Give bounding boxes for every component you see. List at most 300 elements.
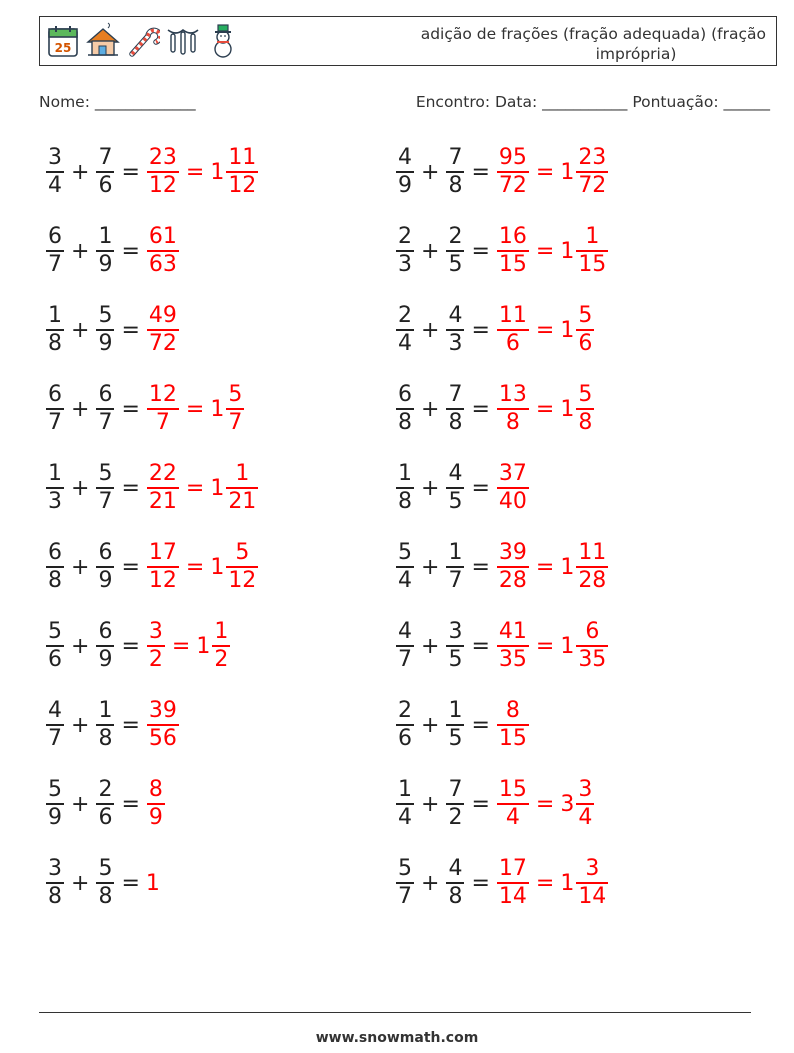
addend-1-numerator: 4 [48,698,62,724]
addend-1-numerator: 6 [48,540,62,566]
addend-2-denominator: 5 [448,488,463,514]
addend-2-denominator: 5 [448,646,463,672]
plus-sign: + [71,870,90,896]
mixed-equals-sign: = [535,554,555,580]
mixed-numerator: 3 [585,856,600,882]
addend-1-denominator: 6 [48,646,62,672]
addend-2-numerator: 6 [98,540,113,566]
answer-mixed-number [196,619,231,673]
equals-sign: = [471,633,490,659]
plus-sign: + [421,159,440,185]
addend-1-numerator: 2 [398,224,412,250]
addend-1 [46,777,64,831]
addend-2-denominator: 7 [98,409,113,435]
answer-fraction [147,777,165,831]
answer-fraction-numerator: 41 [498,619,527,645]
calendar-number: 25 [54,41,72,55]
mixed-fraction [226,145,258,199]
addend-2-denominator: 5 [448,725,463,751]
equals-sign: = [121,554,140,580]
addend-2 [96,382,114,436]
answer-fraction-denominator: 40 [498,488,527,514]
answer-fraction [497,224,529,278]
addend-2-denominator: 7 [98,488,113,514]
addend-2-denominator: 8 [98,725,113,751]
equals-sign: = [471,317,490,343]
answer-fraction-numerator: 17 [148,540,177,566]
answer-fraction-numerator: 11 [498,303,527,329]
addend-1-numerator: 3 [48,856,62,882]
problem-12 [395,537,609,597]
problem-18 [395,774,595,834]
mixed-numerator: 1 [585,224,600,250]
plus-sign: + [71,712,90,738]
answer-fraction [147,619,165,673]
candy-cane-icon [126,22,160,60]
mixed-equals-sign: = [535,633,555,659]
mixed-denominator: 12 [228,567,257,593]
mixed-numerator: 6 [585,619,600,645]
mixed-fraction [576,619,608,673]
addend-1 [46,461,64,515]
addend-1-numerator: 5 [48,777,62,803]
answer-fraction-numerator: 3 [148,619,163,645]
addend-2-denominator: 6 [98,804,113,830]
mixed-equals-sign: = [185,396,205,422]
mixed-equals-sign: = [535,159,555,185]
mixed-fraction [576,777,594,831]
answer-mixed-number [210,461,259,515]
addend-2-numerator: 4 [448,856,463,882]
addend-2 [446,461,464,515]
answer-fraction-denominator: 4 [505,804,520,830]
addend-2 [96,145,114,199]
mixed-equals-sign: = [185,554,205,580]
plus-sign: + [71,159,90,185]
addend-2 [96,777,114,831]
mixed-denominator: 14 [578,883,607,909]
addend-1 [396,145,414,199]
addend-1-numerator: 5 [48,619,62,645]
addend-2 [446,540,464,594]
answer-fraction-denominator: 72 [148,330,177,356]
addend-2-denominator: 8 [98,883,113,909]
problem-4 [395,221,609,281]
answer-fraction-numerator: 15 [498,777,527,803]
mixed-numerator: 11 [228,145,257,171]
addend-2 [446,619,464,673]
addend-2 [446,856,464,910]
addend-1-denominator: 4 [398,567,412,593]
mixed-numerator: 5 [578,382,593,408]
addend-1-denominator: 3 [48,488,62,514]
answer-fraction-numerator: 23 [148,145,177,171]
addend-1 [46,382,64,436]
equals-sign: = [121,317,140,343]
addend-2-numerator: 5 [98,461,113,487]
mixed-denominator: 7 [228,409,243,435]
problem-15 [45,695,180,755]
answer-fraction-numerator: 8 [505,698,520,724]
addend-2-numerator: 1 [98,698,113,724]
footer-url: www.snowmath.com [315,1030,479,1046]
addend-1 [46,145,64,199]
addend-2-denominator: 5 [448,251,463,277]
equals-sign: = [471,712,490,738]
answer-mixed-number [560,382,595,436]
addend-2 [96,303,114,357]
plus-sign: + [71,791,90,817]
addend-1-numerator: 1 [398,777,412,803]
equals-sign: = [121,475,140,501]
addend-1-denominator: 7 [398,883,412,909]
plus-sign: + [421,396,440,422]
addend-1-numerator: 2 [398,698,412,724]
addend-1-denominator: 4 [398,804,412,830]
answer-mixed-number [560,145,609,199]
header-icons [46,22,240,60]
answer-fraction-denominator: 6 [505,330,520,356]
answer-fraction-denominator: 56 [148,725,177,751]
answer-fraction-denominator: 14 [498,883,527,909]
answer-fraction-numerator: 61 [148,224,177,250]
addend-1 [46,619,64,673]
addend-1-numerator: 6 [48,224,62,250]
addend-1-numerator: 2 [398,303,412,329]
addend-2 [96,856,114,910]
mixed-denominator: 28 [578,567,607,593]
mixed-whole: 1 [560,159,575,185]
addend-2-numerator: 4 [448,461,463,487]
addend-1 [396,698,414,752]
answer-fraction-denominator: 15 [498,725,527,751]
plus-sign: + [71,633,90,659]
addend-2-denominator: 9 [98,330,113,356]
mixed-numerator: 3 [578,777,593,803]
answer-fraction [147,540,179,594]
answer-fraction-numerator: 22 [148,461,177,487]
problem-8 [395,379,595,439]
answer-fraction [147,461,179,515]
answer-fraction-numerator: 12 [148,382,177,408]
addend-1 [396,619,414,673]
mixed-equals-sign: = [535,317,555,343]
addend-1-denominator: 7 [398,646,412,672]
answer-fraction-denominator: 8 [505,409,520,435]
equals-sign: = [121,791,140,817]
mixed-whole: 1 [210,159,225,185]
addend-1-numerator: 4 [398,619,412,645]
mixed-fraction [576,145,608,199]
problem-6 [395,300,595,360]
equals-sign: = [121,633,140,659]
answer-fraction-denominator: 63 [148,251,177,277]
mixed-fraction [576,303,594,357]
addend-1-numerator: 4 [398,145,412,171]
answer-fraction-denominator: 35 [498,646,527,672]
addend-1 [396,382,414,436]
answer-mixed-number [560,224,609,278]
answer-fraction-numerator: 13 [498,382,527,408]
addend-2-denominator: 9 [98,567,113,593]
name-field: Nome: _____________ [39,93,196,111]
answer-mixed-number [210,145,259,199]
answer-fraction-denominator: 7 [155,409,170,435]
problem-1 [45,142,259,202]
addend-1 [396,540,414,594]
addend-1-denominator: 8 [48,330,62,356]
answer-fraction [147,145,179,199]
addend-2-denominator: 9 [98,251,113,277]
equals-sign: = [121,159,140,185]
mixed-denominator: 72 [578,172,607,198]
answer-fraction [497,540,529,594]
answer-fraction-numerator: 16 [498,224,527,250]
mixed-denominator: 12 [228,172,257,198]
mixed-equals-sign: = [171,633,191,659]
plus-sign: + [421,238,440,264]
answer-fraction-numerator: 49 [148,303,177,329]
problem-10 [395,458,530,518]
addend-2 [446,224,464,278]
addend-2-denominator: 3 [448,330,463,356]
problem-14 [395,616,609,676]
addend-2 [446,303,464,357]
plus-sign: + [71,238,90,264]
addend-2-denominator: 8 [448,409,463,435]
addend-1-denominator: 8 [48,567,62,593]
answer-fraction-denominator: 72 [498,172,527,198]
addend-2-numerator: 7 [448,382,463,408]
answer-fraction [147,303,179,357]
mixed-fraction [212,619,230,673]
mixed-whole: 1 [560,317,575,343]
plus-sign: + [71,554,90,580]
addend-1 [46,698,64,752]
equals-sign: = [471,791,490,817]
answer-fraction-denominator: 12 [148,567,177,593]
mixed-numerator: 5 [578,303,593,329]
equals-sign: = [471,475,490,501]
addend-1 [396,303,414,357]
addend-2 [96,540,114,594]
addend-1-denominator: 8 [48,883,62,909]
mixed-fraction [226,382,244,436]
addend-1-denominator: 4 [398,330,412,356]
equals-sign: = [121,870,140,896]
mixed-whole: 1 [210,396,225,422]
equals-sign: = [471,238,490,264]
addend-1-numerator: 1 [48,461,62,487]
addend-2-numerator: 5 [98,303,113,329]
answer-fraction [497,777,529,831]
addend-1-numerator: 1 [398,461,412,487]
addend-2-numerator: 3 [448,619,463,645]
mixed-denominator: 6 [578,330,593,356]
addend-2-numerator: 7 [448,777,463,803]
mixed-denominator: 4 [578,804,593,830]
addend-2 [96,461,114,515]
addend-2-numerator: 7 [98,145,113,171]
addend-1-denominator: 7 [48,251,62,277]
addend-2 [96,224,114,278]
equals-sign: = [471,396,490,422]
addend-1-denominator: 8 [398,488,412,514]
addend-1-denominator: 7 [48,725,62,751]
problem-13 [45,616,231,676]
addend-2-numerator: 5 [98,856,113,882]
date-score-field: Encontro: Data: ___________ Pontuação: ______ [415,93,770,111]
problem-7 [45,379,245,439]
equals-sign: = [121,712,140,738]
addend-2-numerator: 1 [98,224,113,250]
plus-sign: + [421,712,440,738]
addend-2-numerator: 6 [98,382,113,408]
mixed-equals-sign: = [185,475,205,501]
addend-1 [46,303,64,357]
problem-20 [395,853,609,913]
answer-mixed-number [210,540,259,594]
answer-whole: 1 [145,870,160,896]
mixed-whole: 1 [560,554,575,580]
problem-19 [45,853,160,913]
answer-fraction-denominator: 21 [148,488,177,514]
footer-divider [39,1012,751,1013]
answer-mixed-number [210,382,245,436]
addend-2-numerator: 1 [448,540,463,566]
plus-sign: + [421,870,440,896]
mixed-fraction [576,224,608,278]
answer-mixed-number [560,303,595,357]
mixed-fraction [576,382,594,436]
mixed-equals-sign: = [535,396,555,422]
equals-sign: = [471,554,490,580]
answer-fraction-denominator: 12 [148,172,177,198]
addend-1-numerator: 6 [48,382,62,408]
mixed-denominator: 2 [214,646,229,672]
mixed-numerator: 23 [578,145,607,171]
answer-fraction [147,224,179,278]
addend-2 [96,619,114,673]
answer-fraction-numerator: 39 [148,698,177,724]
addend-2-denominator: 2 [448,804,463,830]
mixed-equals-sign: = [535,238,555,264]
problem-17 [45,774,166,834]
snowman-icon [206,22,240,60]
addend-1-denominator: 6 [398,725,412,751]
answer-fraction [147,382,179,436]
answer-fraction [497,698,529,752]
addend-2-denominator: 9 [98,646,113,672]
mixed-numerator: 1 [235,461,250,487]
addend-1-numerator: 3 [48,145,62,171]
problem-11 [45,537,259,597]
answer-fraction [497,382,529,436]
addend-2-numerator: 4 [448,303,463,329]
addend-1 [46,540,64,594]
equals-sign: = [121,396,140,422]
problem-16 [395,695,530,755]
answer-fraction-numerator: 37 [498,461,527,487]
addend-2-numerator: 7 [448,145,463,171]
plus-sign: + [421,317,440,343]
addend-1-numerator: 6 [398,382,412,408]
mixed-equals-sign: = [535,870,555,896]
answer-fraction-denominator: 9 [148,804,163,830]
plus-sign: + [421,633,440,659]
mixed-whole: 1 [560,633,575,659]
title-line-2: imprópria) [595,45,677,63]
addend-1 [396,777,414,831]
equals-sign: = [121,238,140,264]
answer-mixed-number [560,540,609,594]
answer-mixed-number [560,619,609,673]
addend-1 [46,224,64,278]
addend-2-denominator: 8 [448,172,463,198]
mixed-numerator: 5 [235,540,250,566]
mixed-denominator: 15 [578,251,607,277]
answer-fraction [147,698,179,752]
addend-1-denominator: 9 [48,804,62,830]
addend-2-numerator: 6 [98,619,113,645]
addend-2 [96,698,114,752]
answer-fraction-numerator: 17 [498,856,527,882]
addend-1 [46,856,64,910]
problem-5 [45,300,180,360]
addend-2-numerator: 2 [448,224,463,250]
mixed-denominator: 35 [578,646,607,672]
addend-1-numerator: 1 [48,303,62,329]
problem-3 [45,221,180,281]
equals-sign: = [471,870,490,896]
mixed-numerator: 5 [228,382,243,408]
mixed-numerator: 11 [578,540,607,566]
addend-1 [396,224,414,278]
mixed-whole: 3 [560,791,575,817]
mixed-whole: 1 [560,396,575,422]
answer-fraction [497,303,529,357]
mixed-whole: 1 [210,475,225,501]
answer-fraction [497,145,529,199]
answer-fraction [497,461,529,515]
equals-sign: = [471,159,490,185]
addend-1-denominator: 3 [398,251,412,277]
addend-1 [396,461,414,515]
mixed-fraction [226,461,258,515]
plus-sign: + [71,475,90,501]
plus-sign: + [421,475,440,501]
answer-fraction-numerator: 95 [498,145,527,171]
answer-fraction-numerator: 39 [498,540,527,566]
addend-1-denominator: 9 [398,172,412,198]
plus-sign: + [421,554,440,580]
plus-sign: + [421,791,440,817]
addend-1-denominator: 7 [48,409,62,435]
mixed-equals-sign: = [185,159,205,185]
addend-2-denominator: 7 [448,567,463,593]
addend-2-denominator: 6 [98,172,113,198]
problem-2 [395,142,609,202]
worksheet-header [39,16,777,66]
answer-mixed-number [560,777,595,831]
mixed-fraction [226,540,258,594]
title-line-1: adição de frações (fração adequada) (fração [420,25,766,43]
mixed-denominator: 21 [228,488,257,514]
mixed-numerator: 1 [214,619,229,645]
mixed-whole: 1 [210,554,225,580]
worksheet-title [386,24,766,64]
answer-fraction [497,619,529,673]
